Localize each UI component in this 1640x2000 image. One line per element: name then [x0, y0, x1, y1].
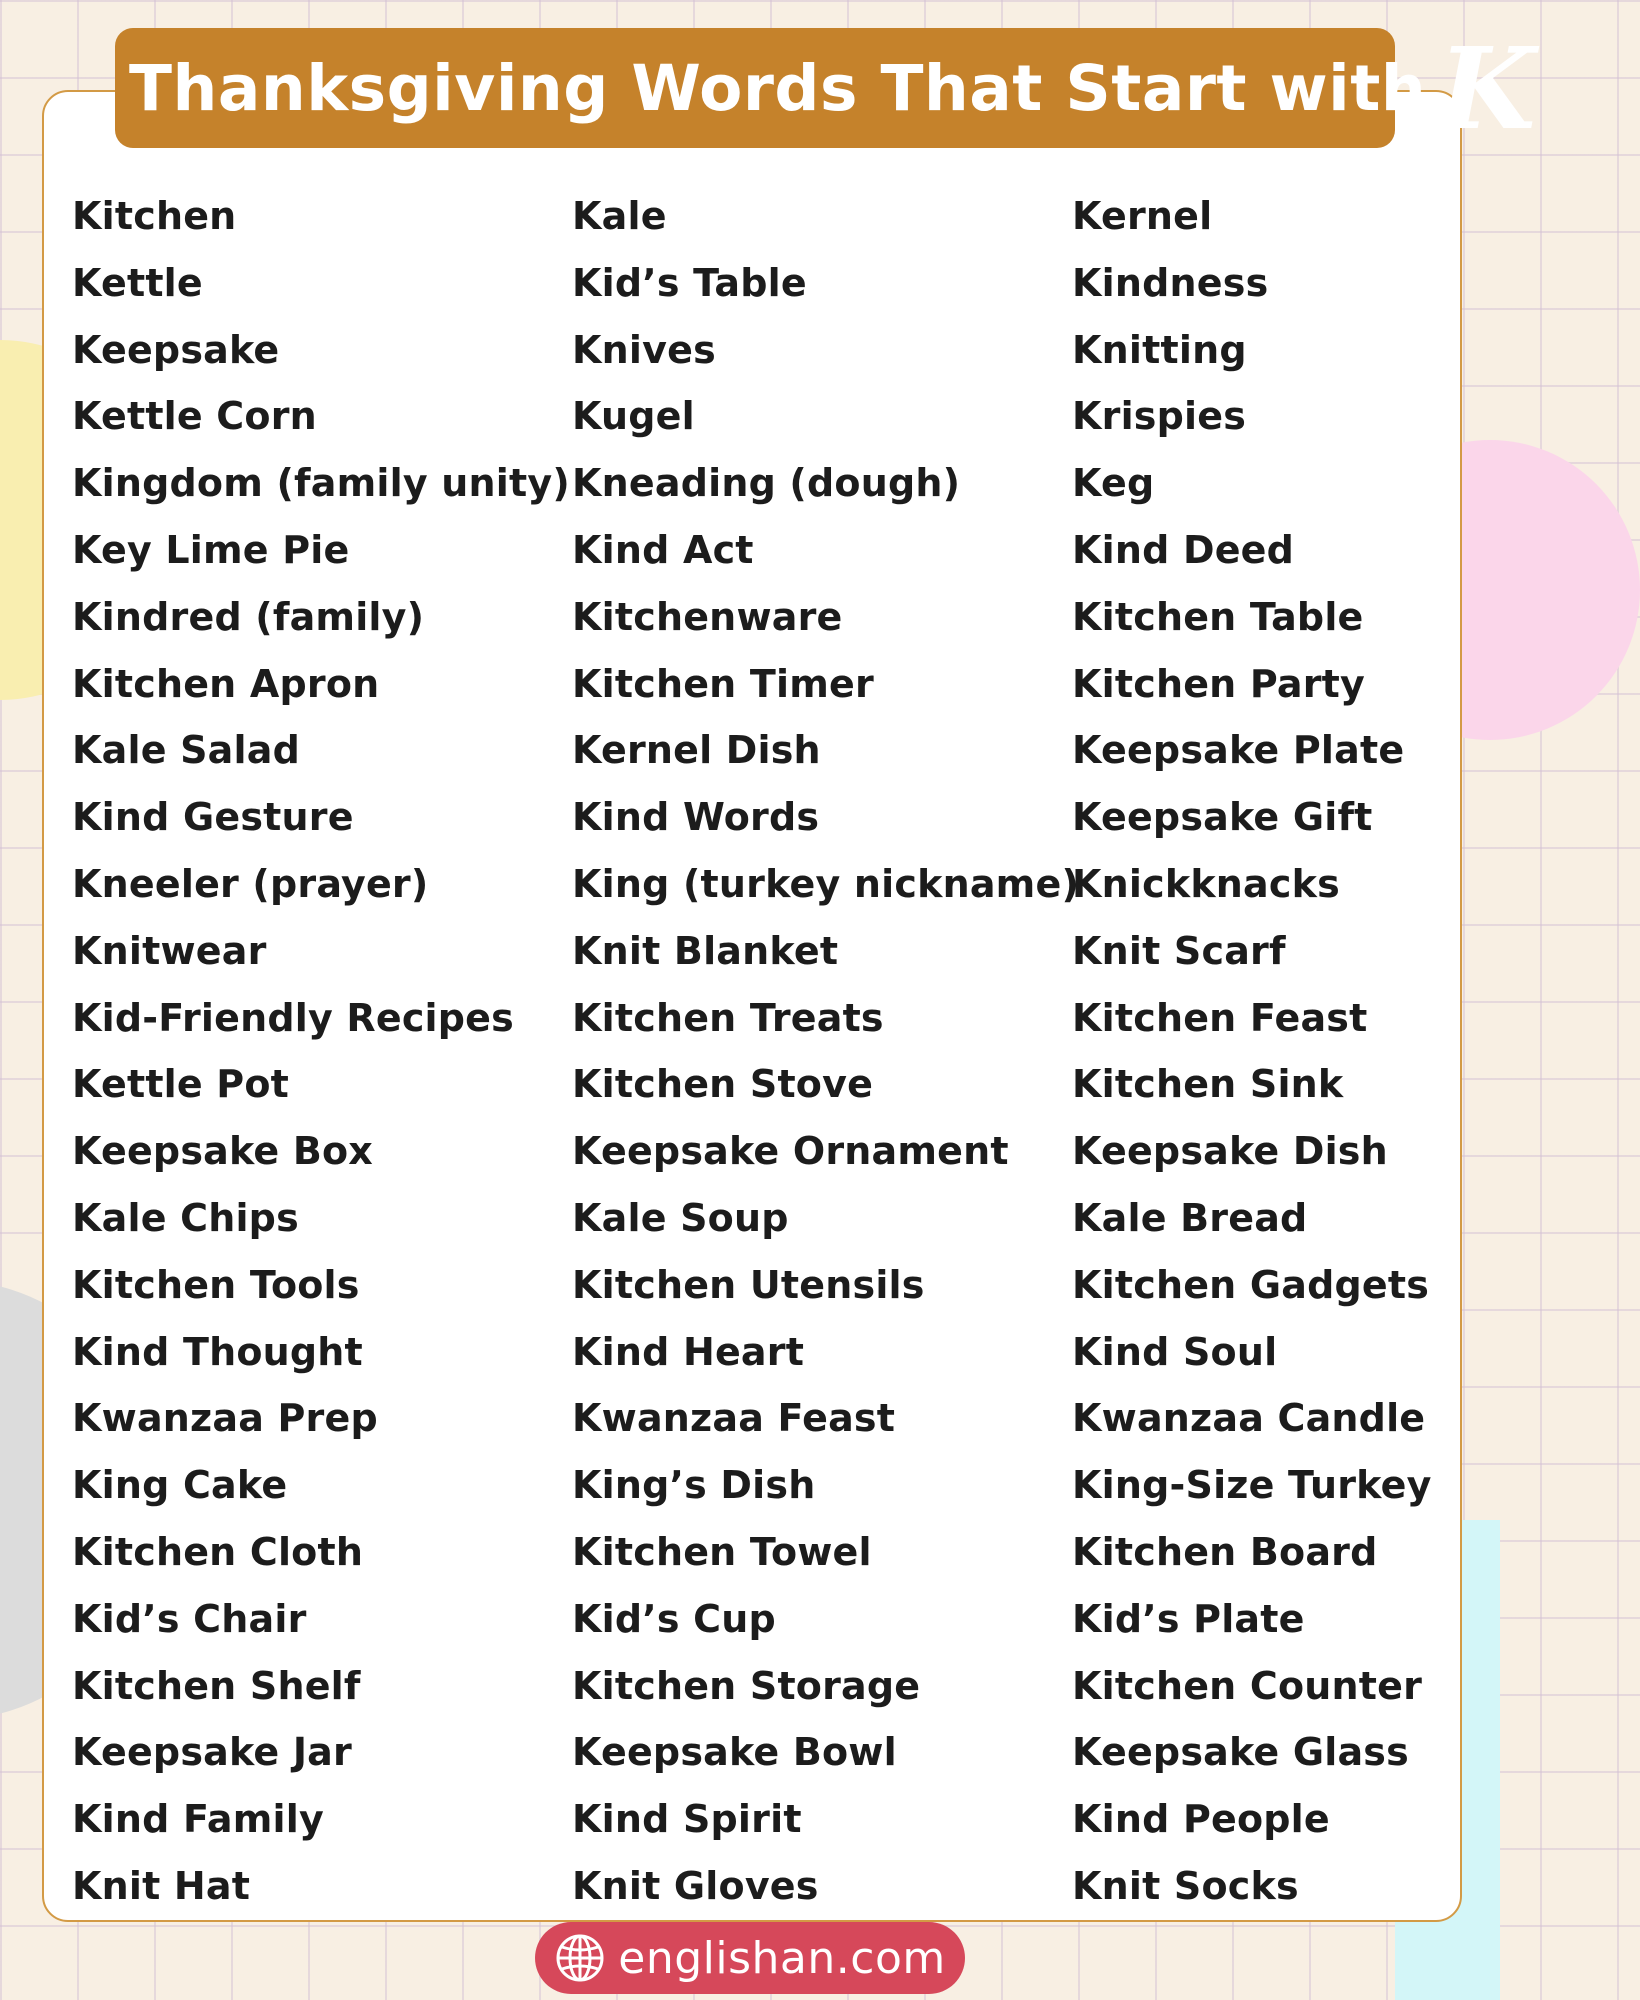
word-item: Kwanzaa Feast: [572, 1396, 896, 1441]
word-columns: [72, 188, 1432, 1925]
word-item: Kneeler (prayer): [72, 861, 429, 906]
word-item: Kitchen Table: [1072, 594, 1364, 639]
word-item: Kettle Pot: [72, 1062, 290, 1107]
word-column-2: [572, 188, 1080, 1925]
word-item: King-Size Turkey: [1072, 1463, 1432, 1508]
word-item: Kind Soul: [1072, 1329, 1278, 1374]
word-item: Kale Soup: [572, 1195, 789, 1240]
word-item: Keepsake Gift: [1072, 795, 1373, 840]
word-item: Kale Salad: [72, 728, 300, 773]
word-item: Kid’s Chair: [72, 1596, 307, 1641]
word-item: Kernel Dish: [572, 728, 821, 773]
word-item: Kitchen Stove: [572, 1062, 874, 1107]
word-item: Keepsake Plate: [1072, 728, 1405, 773]
word-item: Kitchen Feast: [1072, 995, 1368, 1040]
word-item: Kid’s Cup: [572, 1596, 776, 1641]
word-item: Kitchen Shelf: [72, 1663, 361, 1708]
word-item: Kettle: [72, 260, 203, 305]
word-item: Kitchen Utensils: [572, 1262, 925, 1307]
word-item: Kneading (dough): [572, 461, 961, 506]
word-item: Kind Family: [72, 1797, 324, 1842]
word-item: Kettle Corn: [72, 394, 317, 439]
website-badge[interactable]: [535, 1922, 965, 1994]
word-item: King Cake: [72, 1463, 288, 1508]
word-item: Kid-Friendly Recipes: [72, 995, 514, 1040]
word-item: Kitchenware: [572, 594, 843, 639]
title-banner: [115, 24, 1536, 155]
word-item: Knit Socks: [1072, 1863, 1299, 1908]
word-item: Kitchen Towel: [572, 1529, 872, 1574]
word-item: Kitchen Treats: [572, 995, 884, 1040]
word-item: Kind Gesture: [72, 795, 354, 840]
word-item: Keg: [1072, 461, 1155, 506]
word-item: Kale Bread: [1072, 1195, 1308, 1240]
word-item: Kind Thought: [72, 1329, 363, 1374]
word-item: Knit Gloves: [572, 1863, 819, 1908]
word-item: Keepsake Box: [72, 1129, 374, 1174]
word-item: Kitchen: [72, 194, 237, 238]
word-item: Kid’s Table: [572, 260, 807, 305]
word-item: Kind Spirit: [572, 1797, 802, 1842]
word-item: Kitchen Storage: [572, 1663, 921, 1708]
word-item: Kale Chips: [72, 1195, 299, 1240]
word-item: Keepsake Bowl: [572, 1730, 897, 1775]
word-item: Kitchen Party: [1072, 661, 1366, 706]
word-item: Keepsake: [72, 327, 280, 372]
word-column-3: [1072, 188, 1432, 1925]
word-item: Kindred (family): [72, 594, 425, 639]
word-item: King (turkey nickname): [572, 861, 1080, 906]
word-item: Knitwear: [72, 928, 267, 973]
globe-icon: [554, 1932, 606, 1984]
word-item: Keepsake Ornament: [572, 1129, 1009, 1174]
word-item: King’s Dish: [572, 1463, 816, 1508]
word-item: Kitchen Tools: [72, 1262, 360, 1307]
word-item: Kind Words: [572, 795, 820, 840]
word-item: Kid’s Plate: [1072, 1596, 1305, 1641]
word-item: Kingdom (family unity): [72, 461, 570, 506]
word-item: Kernel: [1072, 194, 1213, 238]
word-item: Keepsake Glass: [1072, 1730, 1409, 1775]
word-item: Knit Hat: [72, 1863, 251, 1908]
word-item: Krispies: [1072, 394, 1247, 439]
word-item: Key Lime Pie: [72, 527, 350, 572]
word-item: Keepsake Jar: [72, 1730, 352, 1775]
word-item: Kind People: [1072, 1797, 1330, 1842]
website-url[interactable]: englishan.com: [618, 1932, 946, 1984]
title-letter: K: [1438, 24, 1536, 155]
word-item: Knitting: [1072, 327, 1247, 372]
word-item: Kitchen Gadgets: [1072, 1262, 1430, 1307]
word-item: Kitchen Counter: [1072, 1663, 1423, 1708]
word-item: Kind Deed: [1072, 527, 1295, 572]
word-item: Kitchen Board: [1072, 1529, 1378, 1574]
word-item: Kwanzaa Prep: [72, 1396, 378, 1441]
word-item: Kind Heart: [572, 1329, 805, 1374]
word-item: Knit Blanket: [572, 928, 839, 973]
word-item: Kale: [572, 194, 667, 238]
word-item: Kwanzaa Candle: [1072, 1396, 1426, 1441]
word-item: Knit Scarf: [1072, 928, 1286, 973]
word-item: Kindness: [1072, 260, 1269, 305]
word-column-1: [72, 188, 572, 1925]
word-item: Kitchen Apron: [72, 661, 380, 706]
word-item: Kugel: [572, 394, 695, 439]
word-item: Keepsake Dish: [1072, 1129, 1388, 1174]
word-item: Knickknacks: [1072, 861, 1340, 906]
word-item: Kind Act: [572, 527, 754, 572]
word-item: Knives: [572, 327, 716, 372]
page-title: Thanksgiving Words That Start with: [129, 51, 1427, 125]
word-item: Kitchen Cloth: [72, 1529, 364, 1574]
word-item: Kitchen Timer: [572, 661, 874, 706]
word-item: Kitchen Sink: [1072, 1062, 1344, 1107]
